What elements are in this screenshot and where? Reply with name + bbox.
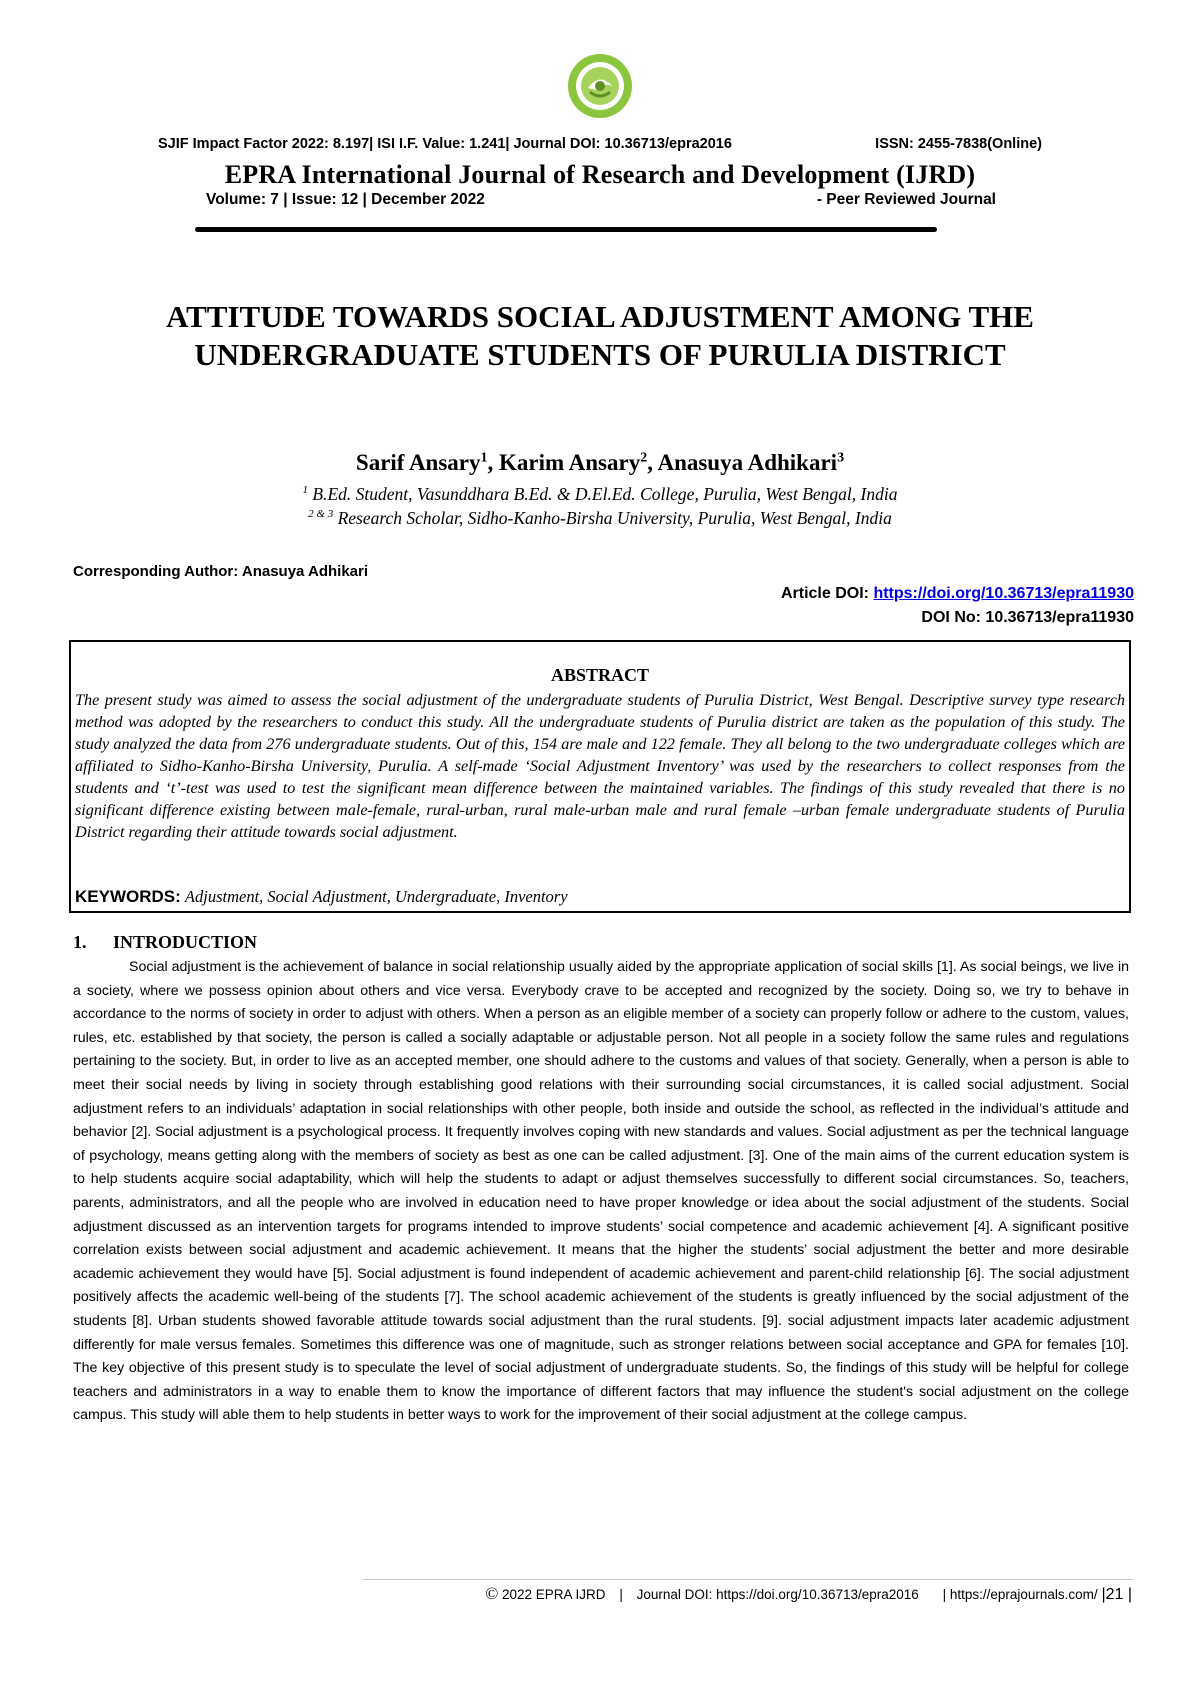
author-name: Sarif Ansary: [355, 450, 481, 475]
affiliation-sup: 2 & 3: [308, 508, 334, 521]
affiliation-text: B.Ed. Student, Vasunddhara B.Ed. & D.El.Ed. College, Purulia, West Bengal, India: [312, 484, 898, 504]
copyright-icon: ©: [485, 1584, 499, 1603]
peer-reviewed-label: - Peer Reviewed Journal: [816, 191, 996, 208]
affiliation-text: Research Scholar, Sidho-Kanho-Birsha University, Purulia, West Bengal, India: [337, 508, 892, 528]
section-title: INTRODUCTION: [113, 932, 258, 952]
author-name: Karim Ansary: [499, 450, 641, 475]
volume-issue: Volume: 7 | Issue: 12 | December 2022: [206, 191, 485, 208]
website-link[interactable]: | https://eprajournals.com/: [942, 1587, 1098, 1602]
corresponding-author: Corresponding Author: Anasuya Adhikari: [73, 563, 369, 580]
section-number: 1.: [73, 932, 87, 952]
author-sup: 1: [480, 450, 488, 466]
page-footer: © 2022 EPRA IJRD | Journal DOI: https://doi.org/10.36713/epra2016 | https://eprajournals.com/ |21 |: [485, 1584, 1132, 1603]
author-sup: 2: [640, 450, 648, 466]
affiliation-1: [0, 484, 1200, 505]
issn: ISSN: 2455-7838(Online): [875, 136, 1042, 152]
footer-divider: [363, 1579, 1133, 1580]
introduction-paragraph: Social adjustment is the achievement of balance in social relationship usually aided by the appropriate application of social skills [1]. As social beings, we live in a society, where we possess opinion about others and vice versa. Everybody crave to be accepted and recognized by the society. Doing so, we try to behave in accordance to the norms of society in order to adjust with others. When a person as an eligible member of a society can properly follow or adhere to the custom, values, rules, etc. established by that society, the person is called a socially adaptable or adjustable person. Not all people in a society follow the same rules and regulations pertaining to the society. But, in order to live as an accepted member, one should adhere to the customs and values of that society. Generally, when a person is able to meet their social needs by living in society through establishing good relations with their surrounding social circumstances, it is called social adjustment. Social adjustment refers to an individuals’ adaptation in social relationships with other people, both inside and outside the school, as reflected in the individual’s attitude and behavior [2]. Social adjustment is a psychological process. It frequently involves coping with new standards and values. Social adjustment as per the technical language of psychology, means getting along with the members of society as best as one can be called adjustment. [3]. One of the main aims of the current education system is to help students acquire social adaptability, which will help the students to adapt or adjust themselves successfully to different social circumstances. So, teachers, parents, administrators, and all the people who are involved in education need to have proper knowledge or idea about the social adjustment of the students. Social adjustment discussed as an intervention targets for programs intended to improve students’ social competence and academic achievement [4]. A significant positive correlation exists between social adjustment and academic achievement. It means that the higher the students’ social adjustment the better and more desirable academic achievement they would have [5]. Social adjustment is found independent of academic achievement and parent-child relationship [6]. The social adjustment positively affects the academic well-being of the students [7]. The school academic achievement of the students is greatly influenced by the social adjustment of the students [8]. Urban students showed favorable attitude towards social adjustment than the rural students. [9]. social adjustment impacts later academic adjustment differently for male versus females. Sometimes this difference was one of magnitude, such as stronger relations between social acceptance and GPA for females [10]. The key objective of this present study is to speculate the level of social adjustment of undergraduate students. So, the findings of this study will be helpful for college teachers and administrators in a way to enable them to know the importance of different factors that may influence the student's social adjustment on the college campus. This study will able them to help students in better ways to work for the improvement of their social adjustment at the college campus.: [73, 959, 1129, 1424]
journal-name: EPRA International Journal of Research and Development (IJRD): [224, 160, 976, 189]
section-heading-introduction: [73, 932, 257, 953]
doi-number: DOI No: 10.36713/epra11930: [921, 609, 1134, 626]
title-line-2: UNDERGRADUATE STUDENTS OF PURULIA DISTRICT: [194, 337, 1006, 372]
doi-link[interactable]: https://doi.org/10.36713/epra11930: [873, 585, 1134, 602]
page-number: |21 |: [1101, 1586, 1132, 1603]
article-title: [60, 298, 1140, 374]
doi-label: Article DOI:: [780, 585, 869, 602]
journal-metrics-line: [158, 136, 1048, 152]
abstract-box: [69, 640, 1131, 913]
title-line-1: ATTITUDE TOWARDS SOCIAL ADJUSTMENT AMONG THE: [166, 299, 1034, 334]
affiliation-sup: 1: [302, 484, 309, 497]
affiliation-2: [0, 508, 1200, 529]
journal-doi-footer: Journal DOI: https://doi.org/10.36713/epra2016: [636, 1587, 919, 1602]
journal-logo: [566, 52, 634, 120]
keywords-list: Adjustment, Social Adjustment, Undergraduate, Inventory: [184, 887, 568, 906]
author-sup: 3: [837, 450, 845, 466]
copyright-text: 2022 EPRA IJRD: [502, 1587, 606, 1602]
metrics-text: SJIF Impact Factor 2022: 8.197| ISI I.F. Value: 1.241| Journal DOI: 10.36713/epra2016: [158, 136, 732, 152]
header-divider: [195, 227, 937, 232]
abstract-text: The present study was aimed to assess the social adjustment of the undergraduate students of Purulia District, West Bengal. Descriptive survey type research method was adopted by the researchers to conduct this study. All the undergraduate students of Purulia district are taken as the population of this study. The study analyzed the data from 276 undergraduate students. Out of this, 154 are male and 122 female. They all belong to the two undergraduate colleges which are affiliated to Sidho-Kanho-Birsha University, Purulia. A self-made ‘Social Adjustment Inventory’ was used by the researchers to collect responses from the students and ‘t’-test was used to test the significant mean difference between the maintained variables. The findings of this study revealed that there is no significant difference existing between male-female, rural-urban, rural male-urban male and rural female –urban female undergraduate students of Purulia District regarding their attitude towards social adjustment.: [75, 691, 1125, 841]
keywords-label: KEYWORDS:: [75, 887, 181, 906]
keywords: [75, 887, 1125, 907]
article-doi: [781, 585, 1134, 603]
volume-line: [206, 191, 996, 209]
author-name: Anasuya Adhikari: [657, 450, 838, 475]
abstract-heading: ABSTRACT: [550, 665, 650, 685]
author-list: Sarif Ansary$^1$, Karim Ansary$^2$, Anasuya Adhikari$^3$: [355, 450, 845, 475]
